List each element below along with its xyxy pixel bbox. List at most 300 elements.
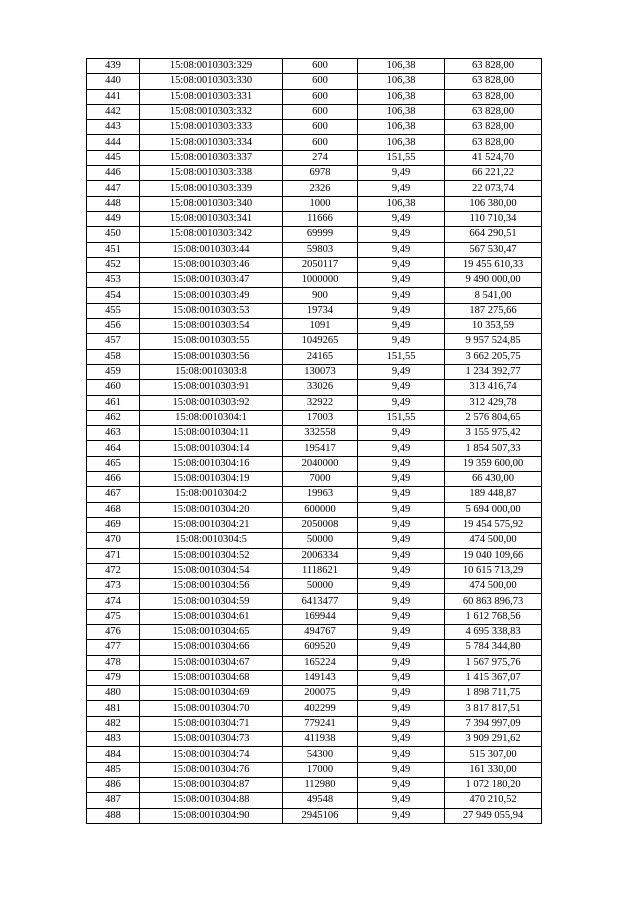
value-cell: 66 430,00 [445, 472, 542, 487]
table-row [87, 380, 542, 395]
cadastral-number-cell: 15:08:0010303:337 [140, 150, 283, 165]
rate-cell: 106,38 [358, 74, 445, 89]
table-row [87, 349, 542, 364]
cadastral-number-cell: 15:08:0010303:91 [140, 380, 283, 395]
row-number-cell: 458 [87, 349, 140, 364]
value-cell: 63 828,00 [445, 74, 542, 89]
cadastral-number-cell: 15:08:0010304:20 [140, 502, 283, 517]
area-cell: 609520 [283, 640, 358, 655]
cadastral-number-cell: 15:08:0010304:52 [140, 548, 283, 563]
cadastral-number-cell: 15:08:0010304:67 [140, 655, 283, 670]
value-cell: 474 500,00 [445, 533, 542, 548]
rate-cell: 106,38 [358, 120, 445, 135]
value-cell: 1 072 180,20 [445, 777, 542, 792]
rate-cell: 9,49 [358, 273, 445, 288]
table-row [87, 150, 542, 165]
row-number-cell: 455 [87, 303, 140, 318]
rate-cell: 9,49 [358, 640, 445, 655]
value-cell: 3 155 975,42 [445, 426, 542, 441]
value-cell: 10 353,59 [445, 319, 542, 334]
area-cell: 149143 [283, 670, 358, 685]
cadastral-number-cell: 15:08:0010304:68 [140, 670, 283, 685]
value-cell: 63 828,00 [445, 89, 542, 104]
table-row [87, 135, 542, 150]
value-cell: 312 429,78 [445, 395, 542, 410]
value-cell: 1 234 392,77 [445, 364, 542, 379]
cadastral-number-cell: 15:08:0010304:88 [140, 793, 283, 808]
row-number-cell: 476 [87, 624, 140, 639]
rate-cell: 9,49 [358, 701, 445, 716]
value-cell: 515 307,00 [445, 747, 542, 762]
cadastral-number-cell: 15:08:0010304:54 [140, 563, 283, 578]
rate-cell: 9,49 [358, 502, 445, 517]
row-number-cell: 479 [87, 670, 140, 685]
cadastral-number-cell: 15:08:0010304:66 [140, 640, 283, 655]
rate-cell: 9,49 [358, 487, 445, 502]
rate-cell: 9,49 [358, 319, 445, 334]
rate-cell: 9,49 [358, 732, 445, 747]
table-row [87, 594, 542, 609]
cadastral-number-cell: 15:08:0010304:65 [140, 624, 283, 639]
rate-cell: 9,49 [358, 441, 445, 456]
row-number-cell: 462 [87, 410, 140, 425]
row-number-cell: 466 [87, 472, 140, 487]
table-row [87, 487, 542, 502]
cadastral-number-cell: 15:08:0010304:87 [140, 777, 283, 792]
area-cell: 2326 [283, 181, 358, 196]
rate-cell: 9,49 [358, 747, 445, 762]
value-cell: 1 898 711,75 [445, 686, 542, 701]
cadastral-number-cell: 15:08:0010304:69 [140, 686, 283, 701]
area-cell: 2040000 [283, 456, 358, 471]
rate-cell: 106,38 [358, 104, 445, 119]
table-row [87, 624, 542, 639]
row-number-cell: 447 [87, 181, 140, 196]
area-cell: 54300 [283, 747, 358, 762]
table-row [87, 548, 542, 563]
table-row [87, 395, 542, 410]
area-cell: 402299 [283, 701, 358, 716]
area-cell: 165224 [283, 655, 358, 670]
row-number-cell: 470 [87, 533, 140, 548]
cadastral-number-cell: 15:08:0010304:11 [140, 426, 283, 441]
table-row [87, 273, 542, 288]
row-number-cell: 457 [87, 334, 140, 349]
row-number-cell: 439 [87, 59, 140, 74]
area-cell: 900 [283, 288, 358, 303]
table-row [87, 777, 542, 792]
area-cell: 600 [283, 120, 358, 135]
table-row [87, 686, 542, 701]
rate-cell: 9,49 [358, 624, 445, 639]
cadastral-number-cell: 15:08:0010304:90 [140, 808, 283, 823]
value-cell: 3 909 291,62 [445, 732, 542, 747]
area-cell: 24165 [283, 349, 358, 364]
cadastral-number-cell: 15:08:0010303:340 [140, 196, 283, 211]
row-number-cell: 483 [87, 732, 140, 747]
value-cell: 9 957 524,85 [445, 334, 542, 349]
cadastral-number-cell: 15:08:0010304:56 [140, 579, 283, 594]
row-number-cell: 488 [87, 808, 140, 823]
table-row [87, 120, 542, 135]
area-cell: 33026 [283, 380, 358, 395]
rate-cell: 9,49 [358, 686, 445, 701]
row-number-cell: 471 [87, 548, 140, 563]
area-cell: 274 [283, 150, 358, 165]
table-row [87, 227, 542, 242]
table-row [87, 793, 542, 808]
row-number-cell: 482 [87, 716, 140, 731]
cadastral-number-cell: 15:08:0010303:49 [140, 288, 283, 303]
area-cell: 32922 [283, 395, 358, 410]
area-cell: 6413477 [283, 594, 358, 609]
area-cell: 6978 [283, 166, 358, 181]
row-number-cell: 486 [87, 777, 140, 792]
rate-cell: 106,38 [358, 59, 445, 74]
area-cell: 1000 [283, 196, 358, 211]
rate-cell: 9,49 [358, 716, 445, 731]
cadastral-number-cell: 15:08:0010303:338 [140, 166, 283, 181]
area-cell: 600 [283, 89, 358, 104]
value-cell: 474 500,00 [445, 579, 542, 594]
area-cell: 11666 [283, 211, 358, 226]
area-cell: 169944 [283, 609, 358, 624]
cadastral-number-cell: 15:08:0010304:2 [140, 487, 283, 502]
cadastral-number-cell: 15:08:0010303:53 [140, 303, 283, 318]
row-number-cell: 449 [87, 211, 140, 226]
table-row [87, 166, 542, 181]
cadastral-number-cell: 15:08:0010303:341 [140, 211, 283, 226]
area-cell: 1000000 [283, 273, 358, 288]
table-row [87, 59, 542, 74]
table-row [87, 640, 542, 655]
value-cell: 1 854 507,33 [445, 441, 542, 456]
row-number-cell: 480 [87, 686, 140, 701]
table-row [87, 303, 542, 318]
rate-cell: 9,49 [358, 364, 445, 379]
row-number-cell: 440 [87, 74, 140, 89]
rate-cell: 9,49 [358, 517, 445, 532]
cadastral-number-cell: 15:08:0010303:54 [140, 319, 283, 334]
area-cell: 1118621 [283, 563, 358, 578]
area-cell: 2050117 [283, 257, 358, 272]
row-number-cell: 451 [87, 242, 140, 257]
row-number-cell: 441 [87, 89, 140, 104]
cadastral-number-cell: 15:08:0010303:332 [140, 104, 283, 119]
table-row [87, 288, 542, 303]
value-cell: 41 524,70 [445, 150, 542, 165]
table-row [87, 104, 542, 119]
cadastral-number-cell: 15:08:0010304:71 [140, 716, 283, 731]
rate-cell: 9,49 [358, 670, 445, 685]
value-cell: 3 662 205,75 [445, 349, 542, 364]
value-cell: 106 380,00 [445, 196, 542, 211]
value-cell: 63 828,00 [445, 135, 542, 150]
value-cell: 1 567 975,76 [445, 655, 542, 670]
cadastral-number-cell: 15:08:0010304:19 [140, 472, 283, 487]
cadastral-number-cell: 15:08:0010304:76 [140, 762, 283, 777]
value-cell: 161 330,00 [445, 762, 542, 777]
table-row [87, 334, 542, 349]
row-number-cell: 472 [87, 563, 140, 578]
area-cell: 200075 [283, 686, 358, 701]
row-number-cell: 453 [87, 273, 140, 288]
area-cell: 19963 [283, 487, 358, 502]
value-cell: 1 415 367,07 [445, 670, 542, 685]
rate-cell: 9,49 [358, 166, 445, 181]
area-cell: 600000 [283, 502, 358, 517]
value-cell: 664 290,51 [445, 227, 542, 242]
row-number-cell: 443 [87, 120, 140, 135]
row-number-cell: 487 [87, 793, 140, 808]
value-cell: 63 828,00 [445, 59, 542, 74]
row-number-cell: 460 [87, 380, 140, 395]
row-number-cell: 450 [87, 227, 140, 242]
cadastral-number-cell: 15:08:0010303:8 [140, 364, 283, 379]
rate-cell: 106,38 [358, 196, 445, 211]
cadastral-number-cell: 15:08:0010303:334 [140, 135, 283, 150]
cadastral-number-cell: 15:08:0010303:333 [140, 120, 283, 135]
value-cell: 19 455 610,33 [445, 257, 542, 272]
row-number-cell: 454 [87, 288, 140, 303]
row-number-cell: 459 [87, 364, 140, 379]
row-number-cell: 461 [87, 395, 140, 410]
rate-cell: 106,38 [358, 135, 445, 150]
value-cell: 567 530,47 [445, 242, 542, 257]
value-cell: 313 416,74 [445, 380, 542, 395]
cadastral-value-table [86, 58, 542, 824]
area-cell: 2945106 [283, 808, 358, 823]
area-cell: 59803 [283, 242, 358, 257]
value-cell: 470 210,52 [445, 793, 542, 808]
value-cell: 2 576 804,65 [445, 410, 542, 425]
rate-cell: 9,49 [358, 181, 445, 196]
cadastral-number-cell: 15:08:0010303:330 [140, 74, 283, 89]
cadastral-number-cell: 15:08:0010304:21 [140, 517, 283, 532]
table-row [87, 181, 542, 196]
area-cell: 1091 [283, 319, 358, 334]
table-row [87, 364, 542, 379]
table-row [87, 517, 542, 532]
value-cell: 9 490 000,00 [445, 273, 542, 288]
table-row [87, 242, 542, 257]
rate-cell: 9,49 [358, 426, 445, 441]
cadastral-number-cell: 15:08:0010304:61 [140, 609, 283, 624]
rate-cell: 9,49 [358, 211, 445, 226]
rate-cell: 9,49 [358, 533, 445, 548]
table-row [87, 410, 542, 425]
area-cell: 494767 [283, 624, 358, 639]
table-row [87, 89, 542, 104]
rate-cell: 9,49 [358, 288, 445, 303]
table-row [87, 472, 542, 487]
cadastral-number-cell: 15:08:0010303:92 [140, 395, 283, 410]
cadastral-number-cell: 15:08:0010304:5 [140, 533, 283, 548]
row-number-cell: 469 [87, 517, 140, 532]
area-cell: 332558 [283, 426, 358, 441]
value-cell: 3 817 817,51 [445, 701, 542, 716]
value-cell: 19 359 600,00 [445, 456, 542, 471]
table-row [87, 74, 542, 89]
cadastral-number-cell: 15:08:0010303:44 [140, 242, 283, 257]
table-row [87, 441, 542, 456]
rate-cell: 9,49 [358, 655, 445, 670]
table-body [87, 59, 542, 824]
table-row [87, 808, 542, 823]
area-cell: 50000 [283, 579, 358, 594]
rate-cell: 9,49 [358, 808, 445, 823]
cadastral-number-cell: 15:08:0010304:1 [140, 410, 283, 425]
rate-cell: 9,49 [358, 548, 445, 563]
table-row [87, 196, 542, 211]
rate-cell: 9,49 [358, 762, 445, 777]
row-number-cell: 468 [87, 502, 140, 517]
area-cell: 600 [283, 104, 358, 119]
table-row [87, 701, 542, 716]
area-cell: 195417 [283, 441, 358, 456]
row-number-cell: 463 [87, 426, 140, 441]
row-number-cell: 477 [87, 640, 140, 655]
rate-cell: 106,38 [358, 89, 445, 104]
rate-cell: 9,49 [358, 472, 445, 487]
row-number-cell: 444 [87, 135, 140, 150]
cadastral-number-cell: 15:08:0010303:46 [140, 257, 283, 272]
row-number-cell: 456 [87, 319, 140, 334]
rate-cell: 9,49 [358, 380, 445, 395]
value-cell: 19 040 109,66 [445, 548, 542, 563]
rate-cell: 151,55 [358, 150, 445, 165]
row-number-cell: 478 [87, 655, 140, 670]
value-cell: 187 275,66 [445, 303, 542, 318]
area-cell: 1049265 [283, 334, 358, 349]
area-cell: 600 [283, 59, 358, 74]
rate-cell: 151,55 [358, 410, 445, 425]
row-number-cell: 475 [87, 609, 140, 624]
value-cell: 4 695 338,83 [445, 624, 542, 639]
area-cell: 779241 [283, 716, 358, 731]
rate-cell: 9,49 [358, 303, 445, 318]
table-row [87, 609, 542, 624]
rate-cell: 9,49 [358, 594, 445, 609]
area-cell: 2050008 [283, 517, 358, 532]
row-number-cell: 474 [87, 594, 140, 609]
row-number-cell: 445 [87, 150, 140, 165]
cadastral-number-cell: 15:08:0010304:14 [140, 441, 283, 456]
rate-cell: 9,49 [358, 793, 445, 808]
table-row [87, 502, 542, 517]
table-row [87, 319, 542, 334]
table-row [87, 579, 542, 594]
table-row [87, 762, 542, 777]
cadastral-number-cell: 15:08:0010304:59 [140, 594, 283, 609]
row-number-cell: 467 [87, 487, 140, 502]
area-cell: 69999 [283, 227, 358, 242]
value-cell: 63 828,00 [445, 120, 542, 135]
rate-cell: 9,49 [358, 242, 445, 257]
table-row [87, 716, 542, 731]
table-row [87, 563, 542, 578]
row-number-cell: 448 [87, 196, 140, 211]
row-number-cell: 465 [87, 456, 140, 471]
cadastral-number-cell: 15:08:0010303:329 [140, 59, 283, 74]
value-cell: 63 828,00 [445, 104, 542, 119]
rate-cell: 9,49 [358, 579, 445, 594]
area-cell: 7000 [283, 472, 358, 487]
area-cell: 112980 [283, 777, 358, 792]
area-cell: 2006334 [283, 548, 358, 563]
area-cell: 600 [283, 74, 358, 89]
value-cell: 22 073,74 [445, 181, 542, 196]
value-cell: 5 694 000,00 [445, 502, 542, 517]
table-row [87, 211, 542, 226]
cadastral-number-cell: 15:08:0010304:73 [140, 732, 283, 747]
value-cell: 19 454 575,92 [445, 517, 542, 532]
rate-cell: 151,55 [358, 349, 445, 364]
value-cell: 27 949 055,94 [445, 808, 542, 823]
value-cell: 7 394 997,09 [445, 716, 542, 731]
row-number-cell: 485 [87, 762, 140, 777]
row-number-cell: 464 [87, 441, 140, 456]
table-row [87, 257, 542, 272]
table-row [87, 533, 542, 548]
cadastral-number-cell: 15:08:0010303:47 [140, 273, 283, 288]
cadastral-number-cell: 15:08:0010303:339 [140, 181, 283, 196]
rate-cell: 9,49 [358, 777, 445, 792]
row-number-cell: 484 [87, 747, 140, 762]
value-cell: 110 710,34 [445, 211, 542, 226]
area-cell: 19734 [283, 303, 358, 318]
area-cell: 50000 [283, 533, 358, 548]
area-cell: 17003 [283, 410, 358, 425]
cadastral-number-cell: 15:08:0010303:56 [140, 349, 283, 364]
row-number-cell: 452 [87, 257, 140, 272]
table-row [87, 655, 542, 670]
rate-cell: 9,49 [358, 456, 445, 471]
rate-cell: 9,49 [358, 395, 445, 410]
table-row [87, 456, 542, 471]
value-cell: 66 221,22 [445, 166, 542, 181]
rate-cell: 9,49 [358, 563, 445, 578]
value-cell: 8 541,00 [445, 288, 542, 303]
table-row [87, 670, 542, 685]
table-row [87, 426, 542, 441]
row-number-cell: 473 [87, 579, 140, 594]
area-cell: 411938 [283, 732, 358, 747]
cadastral-number-cell: 15:08:0010304:16 [140, 456, 283, 471]
table-row [87, 732, 542, 747]
cadastral-number-cell: 15:08:0010304:74 [140, 747, 283, 762]
rate-cell: 9,49 [358, 609, 445, 624]
cadastral-number-cell: 15:08:0010303:342 [140, 227, 283, 242]
area-cell: 17000 [283, 762, 358, 777]
cadastral-number-cell: 15:08:0010304:70 [140, 701, 283, 716]
area-cell: 600 [283, 135, 358, 150]
value-cell: 189 448,87 [445, 487, 542, 502]
value-cell: 10 615 713,29 [445, 563, 542, 578]
rate-cell: 9,49 [358, 334, 445, 349]
area-cell: 49548 [283, 793, 358, 808]
rate-cell: 9,49 [358, 227, 445, 242]
cadastral-number-cell: 15:08:0010303:331 [140, 89, 283, 104]
area-cell: 130073 [283, 364, 358, 379]
table-row [87, 747, 542, 762]
value-cell: 5 784 344,80 [445, 640, 542, 655]
value-cell: 1 612 768,56 [445, 609, 542, 624]
row-number-cell: 481 [87, 701, 140, 716]
value-cell: 60 863 896,73 [445, 594, 542, 609]
cadastral-number-cell: 15:08:0010303:55 [140, 334, 283, 349]
row-number-cell: 446 [87, 166, 140, 181]
